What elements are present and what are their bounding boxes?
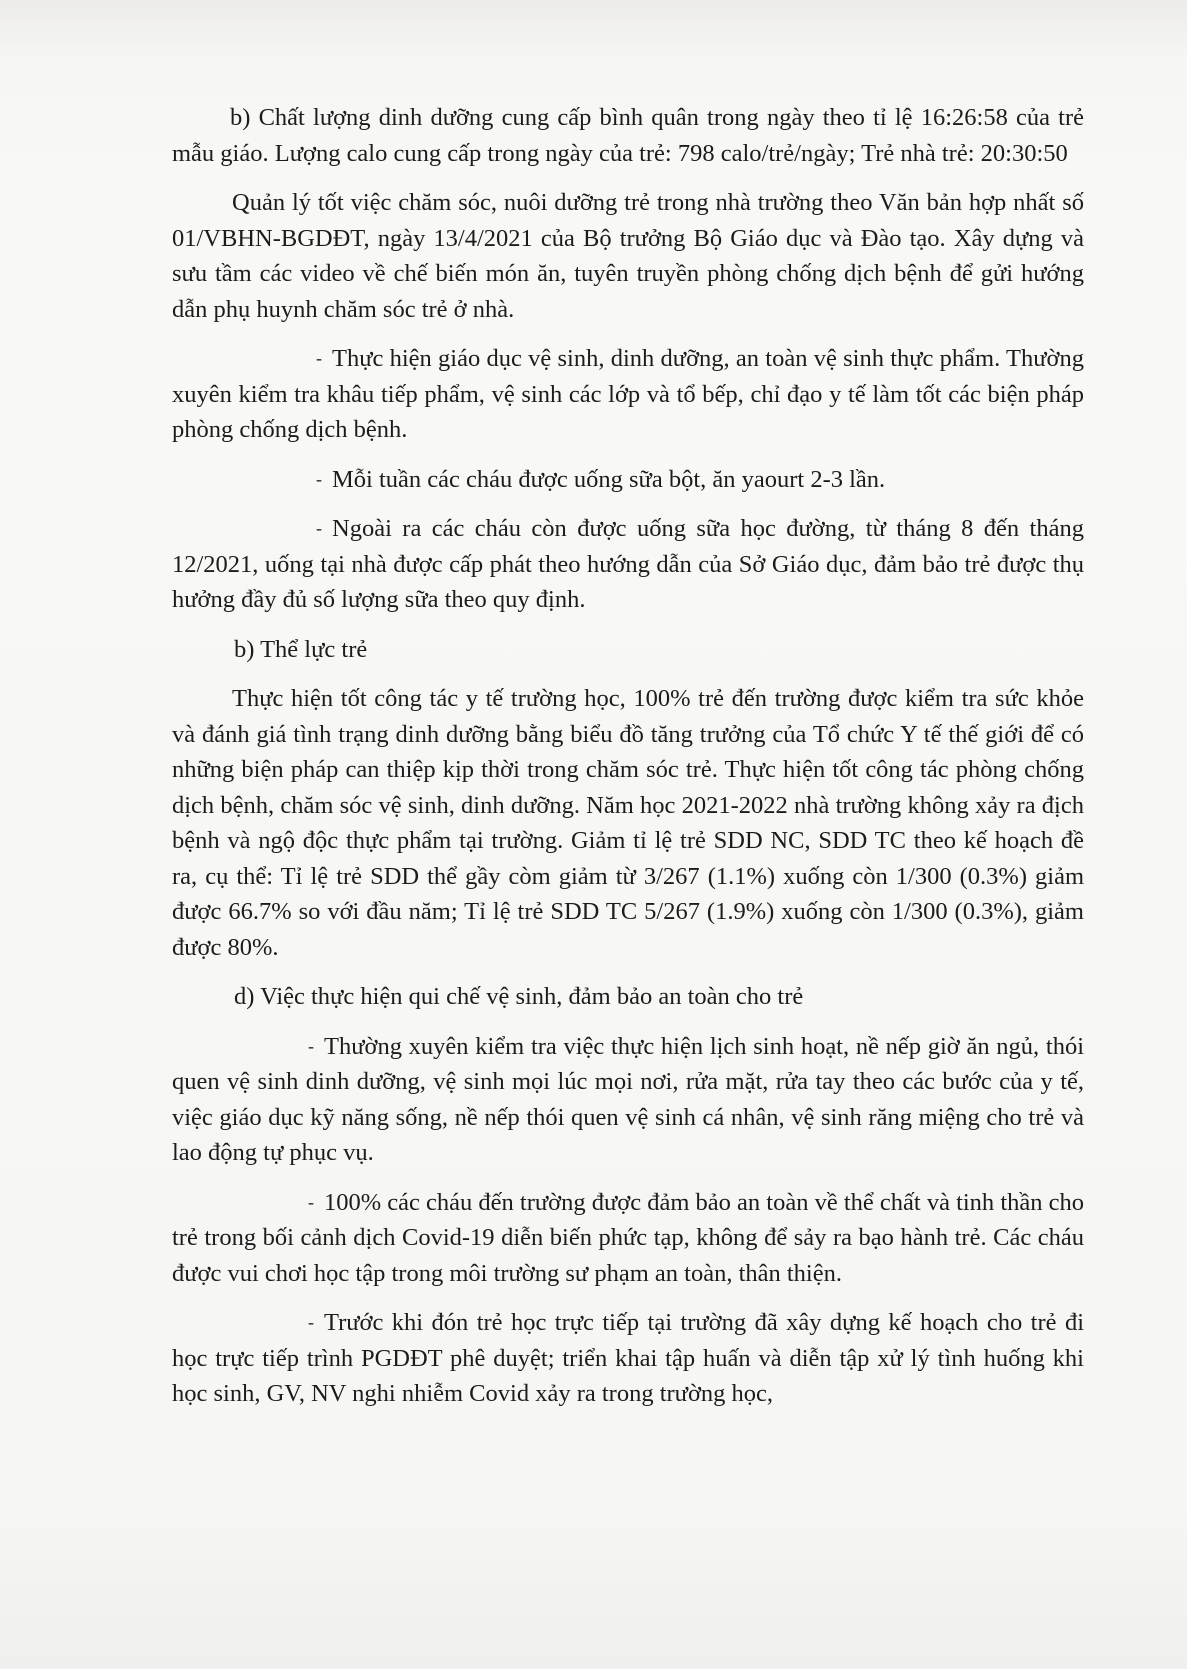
paragraph-text: Trước khi đón trẻ học trực tiếp tại trường đã xây dựng kế hoạch cho trẻ đi học trực tiếp trình PGDĐT phê duyệt; triển khai tập huấn và diễn tập xử lý tình huống khi học sinh, GV, NV nghi nhiễm Covid xảy ra trong trường học, <box>172 1309 1084 1407</box>
paragraph-nutrition-quality <box>172 100 1084 171</box>
paragraph-text: 100% các cháu đến trường được đảm bảo an toàn về thể chất và tinh thần cho trẻ trong bối cảnh dịch Covid-19 diễn biến phức tạp, không để sảy ra bạo hành trẻ. Các cháu được vui chơi học tập trong môi trường sư phạm an toàn, thân thiện. <box>172 1188 1084 1287</box>
paragraph-safety-covid <box>172 1185 1084 1292</box>
heading-text: b) Thể lực trẻ <box>234 635 368 663</box>
paragraph-text: Ngoài ra các cháu còn được uống sữa học đường, từ tháng 8 đến tháng 12/2021, uống tại nhà được cấp phát theo hướng dẫn của Sở Giáo dục, đảm bảo trẻ được thụ hưởng đầy đủ số lượng sữa theo quy định. <box>172 515 1084 613</box>
section-heading-hygiene-safety <box>172 979 1084 1015</box>
bullet-dash-icon: - <box>316 518 322 538</box>
paragraph-school-health <box>172 681 1084 965</box>
paragraph-daily-routine <box>172 1029 1084 1171</box>
paragraph-care-management <box>172 185 1084 327</box>
paragraph-text: Thực hiện giáo dục vệ sinh, dinh dưỡng, an toàn vệ sinh thực phẩm. Thường xuyên kiểm tra khâu tiếp phẩm, vệ sinh các lớp và tổ bếp, chỉ đạo y tế làm tốt các biện pháp phòng chống dịch bệnh. <box>172 345 1084 443</box>
paragraph-text: Mỗi tuần các cháu được uống sữa bột, ăn yaourt 2-3 lần. <box>332 465 886 493</box>
paragraph-hygiene-education <box>172 341 1084 448</box>
paragraph-milk-weekly <box>172 462 1084 498</box>
paragraph-text: Quản lý tốt việc chăm sóc, nuôi dưỡng trẻ trong nhà trường theo Văn bản hợp nhất số 01/VBHN-BGDĐT, ngày 13/4/2021 của Bộ trưởng Bộ Giáo dục và Đào tạo. Xây dựng và sưu tầm các video về chế biến món ăn, tuyên truyền phòng chống dịch bệnh để gửi hướng dẫn phụ huynh chăm sóc trẻ ở nhà. <box>172 189 1084 323</box>
paragraph-in-person-plan <box>172 1305 1084 1412</box>
bullet-dash-icon: - <box>316 468 322 489</box>
document-body <box>172 100 1084 1426</box>
bullet-dash-icon: - <box>308 1191 314 1212</box>
bullet-dash-icon: - <box>308 1312 314 1332</box>
section-heading-physical <box>172 632 1084 668</box>
heading-text: d) Việc thực hiện qui chế vệ sinh, đảm bảo an toàn cho trẻ <box>234 983 804 1010</box>
bullet-dash-icon: - <box>308 1035 314 1056</box>
paragraph-school-milk <box>172 511 1084 618</box>
paragraph-text: Thường xuyên kiểm tra việc thực hiện lịch sinh hoạt, nề nếp giờ ăn ngủ, thói quen vệ sinh dinh dưỡng, vệ sinh mọi lúc mọi nơi, rửa mặt, rửa tay theo các bước của y tế, việc giáo dục kỹ năng sống, nề nếp thói quen vệ sinh cá nhân, vệ sinh răng miệng cho trẻ và lao động tự phục vụ. <box>172 1032 1084 1166</box>
paragraph-text: Thực hiện tốt công tác y tế trường học, 100% trẻ đến trường được kiểm tra sức khỏe và đánh giá tình trạng dinh dưỡng bằng biểu đồ tăng trưởng của Tổ chức Y tế thế giới để có những biện pháp can thiệp kịp thời trong chăm sóc trẻ. Thực hiện tốt công tác phòng chống dịch bệnh, chăm sóc vệ sinh, dinh dưỡng. Năm học 2021-2022 nhà trường không xảy ra địch bệnh và ngộ độc thực phẩm tại trường. Giảm tỉ lệ trẻ SDD NC, SDD TC theo kế hoạch đề ra, cụ thể: Tỉ lệ trẻ SDD thể gầy còm giảm từ 3/267 (1.1%) xuống còn 1/300 (0.3%) giảm được 66.7% so với đầu năm; Tỉ lệ trẻ SDD TC 5/267 (1.9%) xuống còn 1/300 (0.3%), giảm được 80%. <box>172 685 1084 961</box>
paragraph-text: b) Chất lượng dinh dưỡng cung cấp bình quân trong ngày theo tỉ lệ 16:26:58 của trẻ mẫu giáo. Lượng calo cung cấp trong ngày của trẻ: 798 calo/trẻ/ngày; Trẻ nhà trẻ: 20:30:50 <box>172 104 1084 167</box>
bullet-dash-icon: - <box>316 348 322 368</box>
